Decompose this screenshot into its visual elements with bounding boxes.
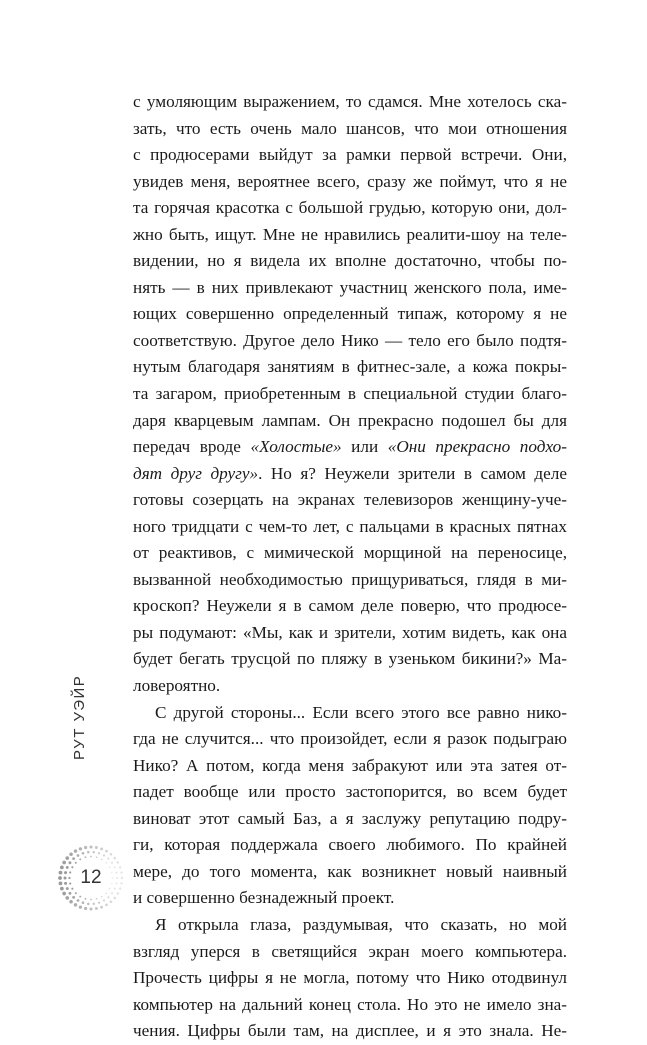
text-line: кроскоп? Неужели я в самом деле поверю, что продюсе- — [133, 596, 567, 616]
text-line: увидев меня, вероятнее всего, сразу же поймут, что я не — [133, 171, 567, 191]
text-line: нутым благодаря занятиям в фитнес-зале, а кожа покры- — [133, 357, 567, 377]
text-line: от реактивов, с мимической морщиной на переносице, — [133, 543, 567, 563]
text-line: зать, что есть очень мало шансов, что мои отношения — [133, 118, 567, 138]
text-line: та горячая красотка с большой грудью, которую они, дол- — [133, 198, 567, 218]
page-number-badge — [55, 842, 127, 914]
paragraph-start-line: С другой стороны... Если всего этого все равно нико- — [155, 702, 567, 722]
text-line: нять — в них привлекают участниц женского пола, име- — [133, 277, 567, 297]
text-line-with-titles — [133, 434, 567, 461]
text-line: мере, до того момента, как возникнет новый наивный — [133, 861, 567, 881]
text-fragment: передач вроде — [133, 437, 251, 457]
text-line: с продюсерами выйдут за рамки первой встречи. Они, — [133, 145, 567, 165]
paragraph-end-line: ловероятно. — [133, 676, 221, 696]
text-line: даря кварцевым лампам. Он прекрасно подошел бы для — [133, 410, 567, 430]
text-line: гда не случится... что произойдет, если я разок подыграю — [133, 729, 567, 749]
text-line: ги, которая поддержала своего любимого. По крайней — [133, 835, 567, 855]
text-line: Прочесть цифры я не могла, потому что Нико отодвинул — [133, 968, 567, 988]
text-line: компьютер на дальний конец стола. Но это не имело зна- — [133, 994, 567, 1014]
text-line: Нико? А потом, когда меня забракуют или эта затея от- — [133, 755, 567, 775]
text-line: видении, но я видела их вполне достаточно, чтобы по- — [133, 251, 567, 271]
text-line: виноват этот самый Баз, а я заслужу репутацию подру- — [133, 808, 567, 828]
text-line: будет бегать трусцой по пляжу в узеньком бикини?» Ма- — [133, 649, 567, 669]
running-head-author: РУТ УЭЙР — [71, 674, 88, 760]
text-line: ного тридцати с чем-то лет, с пальцами в красных пятнах — [133, 516, 567, 536]
text-line: вызванной необходимостью прищуриваться, глядя в ми- — [133, 569, 567, 589]
paragraph-end-line: и совершенно безнадежный проект. — [133, 888, 395, 908]
text-line-with-title — [133, 461, 567, 488]
body-text — [133, 89, 567, 1045]
text-line: соответствую. Другое дело Нико — тело его было подтя- — [133, 330, 567, 350]
text-line: чения. Цифры были там, на дисплее, и я это знала. Не- — [133, 1021, 567, 1041]
paragraph-start-line: Я открыла глаза, раздумывая, что сказать, но мой — [155, 914, 567, 934]
text-fragment: . Но я? Неужели зрители в самом деле — [258, 463, 567, 483]
text-line: взгляд уперся в светящийся экран моего компьютера. — [133, 941, 567, 961]
show-title-continuation: дят друг другу» — [133, 463, 259, 483]
show-title-holostye: «Холостые» — [250, 437, 342, 457]
text-fragment: или — [341, 437, 388, 457]
text-line: с умоляющим выражением, то сдамся. Мне хотелось ска- — [133, 92, 567, 111]
text-line: жно быть, ищут. Мне не нравились реалити-шоу на теле- — [133, 224, 567, 244]
show-title-oni-prekrasno: «Они прекрасно подхо- — [387, 437, 567, 457]
text-line: готовы созерцать на экранах телевизоров женщину-уче- — [133, 490, 567, 510]
page-number: 12 — [80, 867, 102, 888]
text-line: падет вообще или просто застопорится, во всем будет — [133, 782, 567, 802]
text-line: та загаром, приобретенным в специальной студии благо- — [133, 384, 567, 404]
text-line: ры подумают: «Мы, как и зрители, хотим видеть, как она — [133, 622, 567, 642]
text-line: ющих совершенно определенный типаж, которому я не — [133, 304, 567, 324]
